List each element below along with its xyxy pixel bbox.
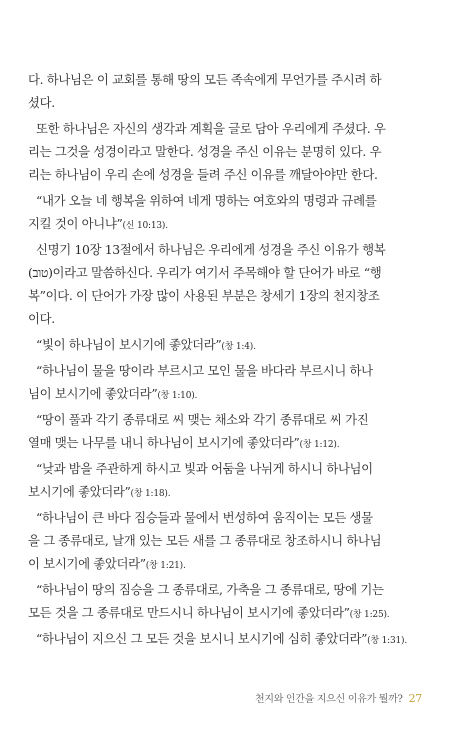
scripture-quote-line: “내가 오늘 네 행복을 위하여 네게 명하는 여호와의 명령과 규례를 bbox=[36, 193, 377, 208]
body-text-line: 다. 하나님은 이 교회를 통해 땅의 모든 족속에게 무언가를 주시려 하 bbox=[28, 72, 382, 87]
body-text-line: 또한 하나님은 자신의 생각과 계획을 글로 담아 우리에게 주셨다. 우 bbox=[36, 121, 386, 136]
scripture-reference: (창 1:18). bbox=[130, 489, 171, 499]
scripture-quote-line: “땅이 풀과 각기 종류대로 씨 맺는 채소와 각기 종류대로 씨 가진 bbox=[36, 412, 369, 427]
page-number: 27 bbox=[408, 692, 422, 705]
body-text-line: 셨다. bbox=[28, 95, 55, 110]
scripture-quote-line: “하나님이 물을 땅이라 부르시고 모인 물을 바다라 부르시니 하나 bbox=[36, 363, 373, 378]
body-text-line: 복”이다. 이 단어가 가장 많이 사용된 부분은 창세기 1장의 천지창조 bbox=[28, 288, 380, 303]
running-title: 천지와 인간을 지으신 이유가 뭘까? bbox=[254, 694, 403, 705]
scripture-quote-line: “하나님이 땅의 짐승을 그 종류대로, 가축을 그 종류대로, 땅에 기는 bbox=[36, 582, 384, 597]
scripture-reference: (창 1:4). bbox=[221, 342, 256, 352]
scripture-reference: (창 1:12). bbox=[299, 440, 340, 450]
scripture-quote-line: 모든 것을 그 종류대로 만드시니 하나님이 보시기에 좋았더라”(창 1:25). bbox=[28, 605, 390, 620]
body-text-line: 이다. bbox=[28, 311, 55, 326]
scripture-quote-line: “빛이 하나님이 보시기에 좋았더라”(창 1:4). bbox=[36, 337, 256, 352]
scripture-quote-line: 님이 보시기에 좋았더라”(창 1:10). bbox=[28, 386, 198, 401]
scripture-quote-line: 열매 맺는 나무를 내니 하나님이 보시기에 좋았더라”(창 1:12). bbox=[28, 435, 340, 450]
scripture-quote-line: 보시기에 좋았더라”(창 1:18). bbox=[28, 484, 171, 499]
scripture-reference: (창 1:25). bbox=[349, 610, 390, 620]
scripture-reference: (창 1:21). bbox=[145, 561, 186, 571]
scripture-quote-line: 지킬 것이 아니냐”(신 10:13). bbox=[28, 216, 168, 231]
page-footer bbox=[255, 690, 422, 705]
body-text-line: 리는 하나님이 우리 손에 성경을 들려 주신 이유를 깨달아야만 한다. bbox=[28, 167, 378, 182]
scripture-quote-line: “하나님이 지으신 그 모든 것을 보시니 보시기에 심히 좋았더라”(창 1:31). bbox=[36, 631, 408, 646]
scripture-reference: (창 1:10). bbox=[157, 391, 198, 401]
scripture-reference: (신 10:13). bbox=[122, 221, 168, 231]
scripture-reference: (창 1:31). bbox=[367, 636, 408, 646]
scripture-quote-line: 을 그 종류대로, 날개 있는 모든 새를 그 종류대로 창조하시니 하나님 bbox=[28, 533, 382, 548]
scripture-quote-line: 이 보시기에 좋았더라”(창 1:21). bbox=[28, 556, 186, 571]
body-text-line: 신명기 10장 13절에서 하나님은 우리에게 성경을 주신 이유가 행복 bbox=[36, 242, 386, 257]
body-text-line: (טוב)이라고 말씀하신다. 우리가 여기서 주목해야 할 단어가 바로 “행 bbox=[28, 265, 382, 280]
scripture-quote-line: “하나님이 큰 바다 짐승들과 물에서 번성하여 움직이는 모든 생물 bbox=[36, 510, 373, 525]
scripture-quote-line: “낮과 밤을 주관하게 하시고 빛과 어둠을 나뉘게 하시니 하나님이 bbox=[36, 461, 373, 476]
body-text-line: 리는 그것을 성경이라고 말한다. 성경을 주신 이유는 분명히 있다. 우 bbox=[28, 144, 382, 159]
